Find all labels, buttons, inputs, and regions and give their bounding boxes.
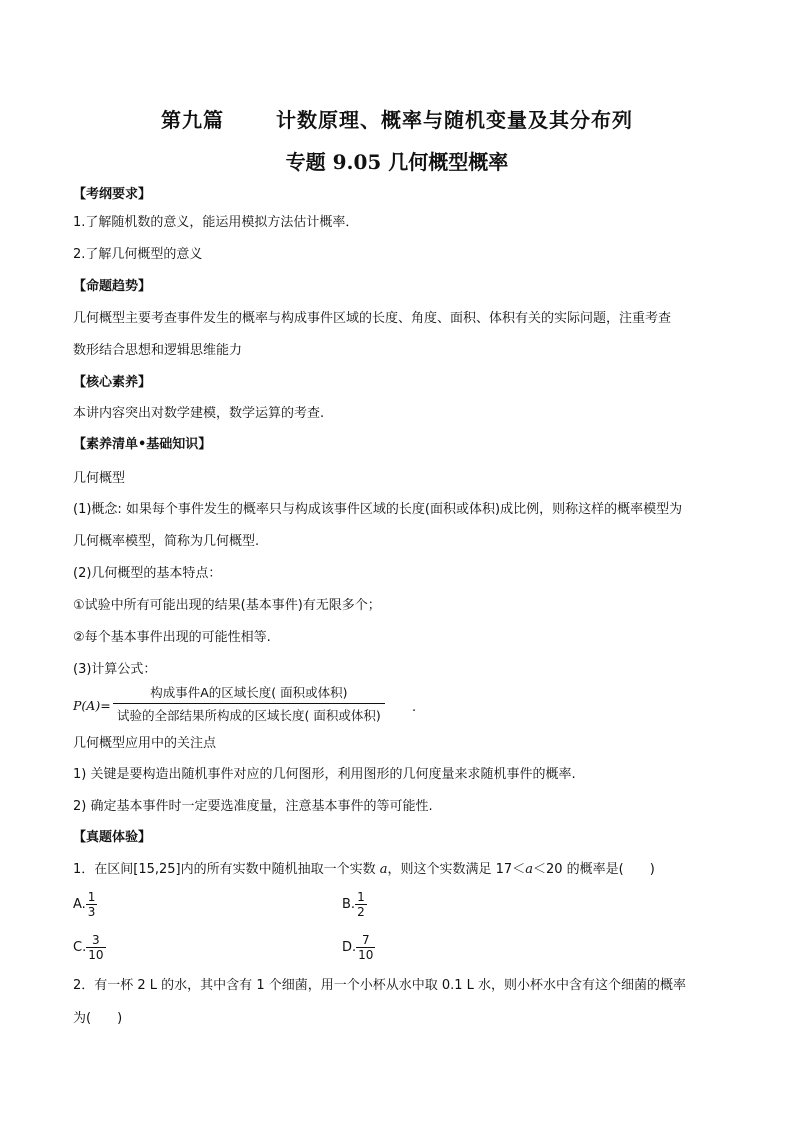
concept-line-1: (1)概念: 如果每个事件发生的概率只与构成该事件区域的长度(面积或体积)成比例，则称这样的概率模型为 (73, 502, 683, 517)
option-b-numerator: 1 (357, 890, 365, 904)
topic-title: 专题 9.05 几何概型概率 (285, 150, 509, 174)
attention-item-2: 2) 确定基本事件时一定要选准度量，注意基本事件的等可能性. (73, 799, 433, 814)
feature-title: (2)几何概型的基本特点： (73, 566, 222, 581)
outline-heading: 【考纲要求】 (73, 187, 152, 202)
outline-item-2: 2.了解几何概型的意义 (73, 247, 203, 262)
formula-fraction (113, 683, 385, 724)
option-a (73, 890, 97, 919)
trend-heading: 【命题趋势】 (73, 279, 152, 294)
feature-item-1: ①试验中所有可能出现的结果(基本事件)有无限多个； (73, 598, 381, 613)
part-title (0, 104, 794, 133)
question-1-text-c: ＜20 的概率是( ) (532, 862, 655, 877)
formula-numerator: 构成事件A的区域长度( 面积或体积) (150, 685, 348, 700)
question-1-var-a-2: a (525, 862, 533, 877)
attention-item-1: 1) 关键是要构造出随机事件对应的几何图形，利用图形的几何度量来求随机事件的概率. (73, 767, 576, 782)
core-heading: 【核心素养】 (73, 375, 152, 390)
formula-lhs: P(A)= (73, 698, 111, 713)
option-c-denominator: 10 (88, 948, 104, 962)
question-1-text-b: ，则这个实数满足 17＜ (387, 862, 526, 877)
option-d-denominator: 10 (358, 948, 374, 962)
option-a-numerator: 1 (87, 890, 96, 904)
option-b (342, 890, 367, 919)
option-d (342, 933, 375, 962)
question-2-line-1: 2．有一杯 2 L 的水，其中含有 1 个细菌，用一个小杯从水中取 0.1 L 水，则小杯水中含有这个细菌的概率 (73, 978, 687, 993)
feature-item-2: ②每个基本事件出现的可能性相等. (73, 630, 271, 645)
geo-title: 几何概型 (73, 471, 126, 486)
option-c-numerator: 3 (92, 933, 100, 947)
formula-denominator: 试验的全部结果所构成的区域长度( 面积或体积) (113, 703, 385, 724)
option-c-fraction (86, 933, 105, 962)
outline-item-1: 1.了解随机数的意义，能运用模拟方法估计概率． (73, 215, 359, 230)
question-2-line-2: 为( ) (73, 1011, 123, 1026)
option-c-label: C. (73, 940, 87, 955)
option-b-fraction (355, 890, 367, 919)
option-d-label: D. (342, 940, 357, 955)
question-1-var-a: a (379, 862, 388, 877)
basic-heading: 【素养清单•基础知识】 (73, 437, 212, 452)
core-line-1: 本讲内容突出对数学建模，数学运算的考查. (73, 406, 325, 421)
option-b-denominator: 2 (357, 905, 365, 919)
trend-line-2: 数形结合思想和逻辑思维能力 (73, 343, 243, 358)
option-c (73, 933, 106, 962)
attention-title: 几何概型应用中的关注点 (73, 736, 217, 751)
formula-period: . (412, 700, 417, 715)
question-1 (73, 861, 655, 879)
formula-title: (3)计算公式： (73, 662, 157, 677)
part-number: 第九篇 (161, 108, 224, 132)
option-d-numerator: 7 (361, 933, 370, 947)
option-b-label: B. (342, 897, 356, 912)
option-a-fraction (86, 890, 98, 919)
option-a-denominator: 3 (87, 905, 96, 919)
concept-line-2: 几何概率模型，简称为几何概型. (73, 534, 260, 549)
part-name: 计数原理、概率与随机变量及其分布列 (276, 108, 633, 132)
question-1-text-a: 1．在区间[15,25]内的所有实数中随机抽取一个实数 (73, 862, 380, 877)
practice-heading: 【真题体验】 (73, 830, 152, 845)
option-a-label: A. (73, 897, 86, 912)
option-d-fraction (356, 933, 375, 962)
trend-line-1: 几何概型主要考查事件发生的概率与构成事件区域的长度、角度、面积、体积有关的实际问题，注重考查 (73, 311, 672, 326)
